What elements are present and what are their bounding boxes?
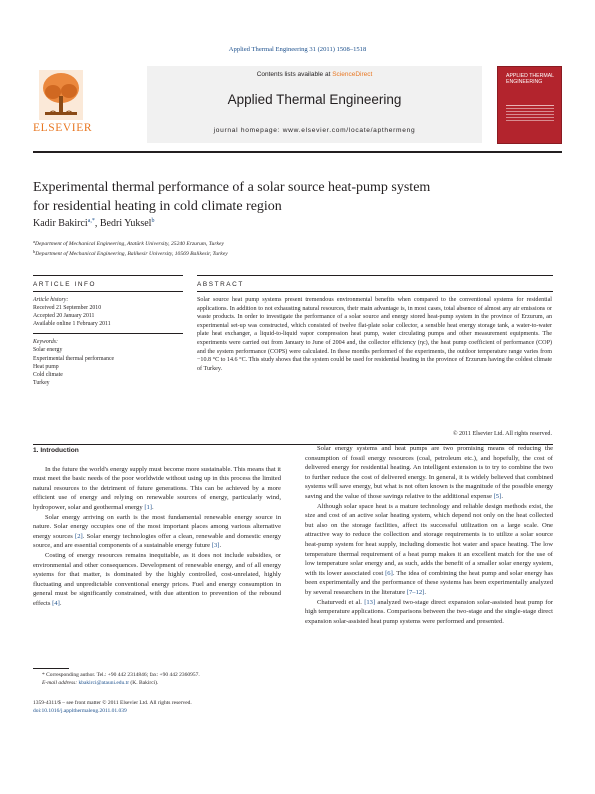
citation-link[interactable]: [5] — [493, 492, 502, 500]
homepage-url-link[interactable]: www.elsevier.com/locate/apthermeng — [282, 127, 416, 134]
history-label: Article history: — [33, 297, 69, 303]
body-paragraph: Solar energy systems and heat pumps are two promising means of reducing the consumption of fossil energy resources (coal, petroleum etc.), and hopefully, the cost of delivered energy for residential heating. An intelligent extension is to try to combine the two to further reduce the cost of delivered energy. In general, it is widely believed that combined systems will save energy, but what is not often known is the magnitude of the possible energy saving and the value of those savings relative to the additional expense [5]. — [305, 445, 553, 500]
body-column-right — [305, 444, 553, 626]
citation-link[interactable]: [1] — [144, 503, 153, 511]
elsevier-wordmark: ELSEVIER — [33, 122, 93, 134]
cover-title: APPLIED THERMAL ENGINEERING — [506, 73, 554, 85]
citation-link[interactable]: [3] — [211, 542, 220, 550]
article-title-line-1: Experimental thermal performance of a solar source heat-pump system — [33, 180, 431, 195]
abstract-heading: ABSTRACT — [197, 281, 244, 288]
keyword: Cold climate — [33, 371, 63, 378]
received-date: Received 21 September 2010 — [33, 305, 102, 312]
author-separator: , — [94, 218, 100, 229]
body-paragraph: In the future the world's energy supply must become more sustainable. This means that it must meet the basic needs of the poor worldwide without using up in this process the limited natural resources to the detriment of future generations. This can be achieved by a more efficient use of energy and relying on renewable sources of energy, particularly wind, hydropower, solar and geothermal energy [1]. — [33, 465, 281, 511]
page-footer — [33, 700, 283, 716]
citation-link[interactable]: [4] — [52, 599, 60, 607]
affiliation-a: $^a$Department of Mechanical Engineering, Atatürk University, 25240 Erzurum, Turkey — [33, 239, 224, 247]
journal-reference[interactable]: Applied Thermal Engineering 31 (2011) 1508–1518 — [228, 46, 367, 53]
abstract-subrule — [197, 291, 553, 292]
contents-available-line — [147, 71, 482, 78]
article-title-line-2: for residential heating in cold climate region — [33, 199, 282, 214]
corresponding-author-footnote — [33, 672, 283, 688]
keyword: Turkey — [33, 379, 50, 386]
citation-link[interactable]: [6] — [385, 569, 393, 577]
online-date: Available online 1 February 2011 — [33, 321, 111, 328]
abstract-rule — [197, 275, 553, 276]
copyright-line: © 2011 Elsevier Ltd. All rights reserved. — [452, 431, 552, 437]
citation-link[interactable]: [2] — [75, 532, 83, 540]
accepted-date: Accepted 20 January 2011 — [33, 313, 95, 320]
email-link[interactable]: kbakirci@atauni.edu.tr — [78, 679, 130, 686]
doi-link[interactable]: doi:10.1016/j.applthermaleng.2011.01.039 — [33, 707, 127, 714]
issn-line: 1359-4311/$ – see front matter © 2011 Elsevier Ltd. All rights reserved. — [33, 700, 192, 706]
article-info-heading: ARTICLE INFO — [33, 281, 97, 288]
section-heading: 1. Introduction — [33, 447, 79, 454]
keyword: Solar energy — [33, 347, 63, 354]
citation-link[interactable]: [13] — [364, 598, 376, 606]
body-paragraph: Costing of energy resources remains inequitable, as it does not include subsidies, or environmental and other consequences. Development of renewable energy, and of all energy systems for that matter, is dominated by the highly controlled, cost-unrelated, highly fluctuating and unpredictable conventional energy prices. Fuel and energy consumption in general must be significantly constrained, with due attention to prevention of the rebound effects [4]. — [33, 551, 281, 607]
footnote-rule — [33, 668, 69, 669]
keywords-label: Keywords: — [33, 339, 58, 346]
author-name: Kadir Bakirci — [33, 218, 88, 229]
article-title — [33, 178, 553, 216]
body-paragraph: Chaturvedi et al. [13] analyzed two-stage direct expansion solar-assisted heat pump for high temperature applications. Comparisons between the two-stage and the single-stage direct expansion solar-assisted heat pump systems were performed and presented. — [305, 598, 553, 625]
author-affiliation-link[interactable]: a,* — [87, 218, 95, 224]
author-name: Bedri Yuksel — [99, 218, 152, 229]
elsevier-tree-icon — [39, 70, 83, 120]
corresponding-author-link: * — [91, 218, 95, 224]
journal-homepage-line — [147, 127, 482, 134]
body-paragraph: Although solar space heat is a mature technology and reliable design methods exist, the size and cost of an active solar heating system, which depend not only on the heat collected but also on the storage facilities, affect its successful utilization on a large scale. One attractive way to reduce the collection and storage requirements is to utilize a solar source heat-pump system for heat supply, including domestic hot water and space heating. The low temperature thermal requirement of a heat pump makes it an excellent match for the use of low temperature solar energy and, as such, adds the benefit of a smaller solar energy system, with its lower associated cost [6]. The idea of combining the heat pump and solar energy has been experimentally and the performance of these systems has been experimentally analyzed by several researchers in the literature [7–12]. — [305, 502, 553, 596]
abstract-text: Solar source heat pump systems present tremendous environmental benefits when compared to the conventional systems for residential applications. In addition to not exhausting natural resources, their main advantage is, in most cases, total absence of almost any air emissions or waste products. In order to investigate the performance of a solar source and energy stored heat-pump system in the province of Erzurum, an experimental set-up was constructed, which consisted of twelve flat-plate solar collector, a sensible heat energy storage tank, a water-to-water plate heat exchanger, a liquid-to-liquid vapor compression heat pump, water circulating pumps and other measurement equipments. The experiments were carried out from January to June of 2004 and, the collector efficiency (ηc), the heat pump coefficient of performance (COP) and the system performance (COPS) were calculated. In these months performed of the experiments, the outdoor temperature range varies from −10.8 °C to 14.6 °C. This study shows that the system could be used for residential heating in the province of Erzurum having the coldest climate of Turkey. — [197, 297, 552, 372]
corresponding-author-email: E-mail address: kbakirci@atauni.edu.tr (K. Bakirci). — [42, 679, 159, 686]
author-affiliation-link[interactable]: b — [151, 218, 155, 224]
elsevier-logo[interactable] — [33, 66, 93, 138]
article-info-rule — [33, 275, 183, 276]
journal-masthead — [147, 66, 482, 143]
journal-cover-thumbnail — [497, 66, 562, 144]
body-column-left — [33, 443, 281, 609]
homepage-prefix: journal homepage: — [213, 127, 283, 134]
corresponding-author-contact: * Corresponding author. Tel.: +90 442 2314846; fax: +90 442 2360957. — [42, 672, 200, 678]
journal-header — [33, 66, 562, 158]
author-list — [33, 218, 553, 229]
citation-link[interactable]: [7–12] — [406, 588, 425, 596]
journal-title: Applied Thermal Engineering — [227, 92, 402, 107]
sciencedirect-link[interactable]: ScienceDirect — [332, 71, 373, 78]
keyword: Heat pump — [33, 363, 59, 370]
article-info-subrule — [33, 291, 183, 292]
affiliation-b: $^b$Department of Mechanical Engineering, Balikesir University, 10569 Balikesir, Turkey — [33, 249, 228, 258]
affiliations — [33, 238, 553, 258]
keyword: Experimental thermal performance — [33, 355, 115, 362]
body-paragraph: Solar energy arriving on earth is the most fundamental renewable energy source in nature. Solar energy occupies one of the most important places among various alternative energy sources [2]. Solar energy technologies offer a clean, renewable and domestic energy source, and are essential components of a sustainable energy future [3]. — [33, 513, 281, 550]
keywords-rule — [33, 333, 183, 334]
contents-prefix: Contents lists available at — [256, 71, 333, 78]
cover-decoration — [506, 105, 554, 131]
header-rule — [33, 151, 562, 153]
article-info — [33, 296, 183, 387]
